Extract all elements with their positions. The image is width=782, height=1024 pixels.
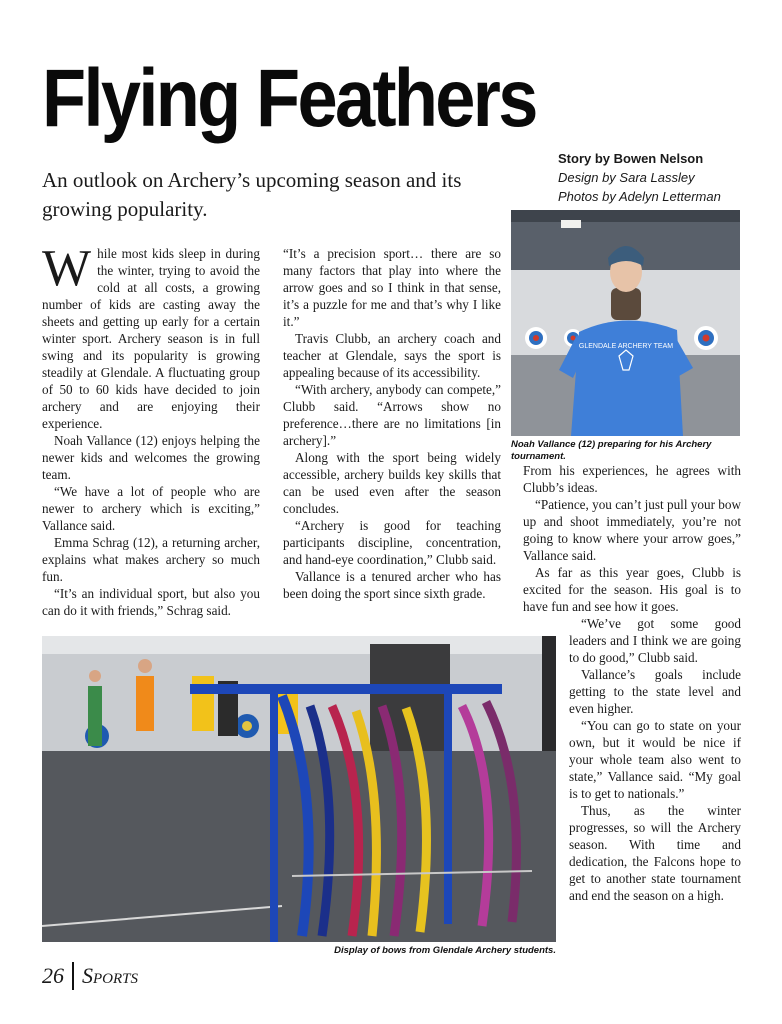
article-paragraph: Noah Vallance (12) enjoys helping the newer kids and welcomes the growing team. — [42, 433, 260, 482]
article-paragraph: “We’ve got some good leaders and I think we are going to do good,” Clubb said. — [569, 616, 741, 665]
article-column-3 — [523, 462, 741, 615]
page-number: 26 — [42, 963, 64, 988]
section-name: Sports — [82, 963, 138, 988]
portrait-caption: Noah Vallance (12) preparing for his Archery tournament. — [511, 439, 712, 462]
photo-credit: Photos by Adelyn Letterman — [558, 189, 721, 204]
headline: Flying Feathers — [42, 53, 536, 144]
article-column-2 — [283, 245, 501, 602]
article-paragraph: From his experiences, he agrees with Clubb’s ideas. — [523, 463, 741, 495]
drop-cap: W — [42, 240, 92, 297]
article-paragraph: Thus, as the winter progresses, so will the Archery season. With time and dedication, the Falcons hope to get to another state tournament and end the season on a high. — [569, 803, 741, 903]
article-paragraph: Vallance’s goals include getting to the state level and even higher. — [569, 667, 741, 716]
article-paragraph: Emma Schrag (12), a returning archer, explains what makes archery so much fun. — [42, 535, 260, 584]
article-column-1 — [42, 240, 260, 619]
article-paragraph: As far as this year goes, Clubb is excited for the season. His goal is to have fun and see how it goes. — [523, 565, 741, 614]
article-paragraph: Vallance is a tenured archer who has been doing the sport since sixth grade. — [283, 569, 501, 601]
article-paragraph: Travis Clubb, an archery coach and teacher at Glendale, says the sport is appealing because of its accessibility. — [283, 331, 501, 380]
article-paragraph: “You can go to state on your own, but it would be nice if your whole team also went to state,” Vallance said. “My goal is to get to nationals.” — [569, 718, 741, 801]
article-paragraph: “We have a lot of people who are newer to archery which is exciting,” Vallance said. — [42, 484, 260, 533]
article-paragraph: “With archery, anybody can compete,” Clubb said. “Arrows show no preference…there are no limitations [in archery].” — [283, 382, 501, 448]
article-paragraph: “Archery is good for teaching participants discipline, concentration, and hand-eye coordination,” Clubb said. — [283, 518, 501, 567]
footer-divider — [72, 962, 74, 990]
article-paragraph: “Patience, you can’t just pull your bow up and shoot immediately, you’re not going to know where your arrow goes,” Vallance said. — [523, 497, 741, 563]
bow-rack-caption: Display of bows from Glendale Archery students. — [334, 945, 556, 956]
subhead: An outlook on Archery’s upcoming season and its growing popularity. — [42, 168, 462, 221]
shirt-text: GLENDALE ARCHERY TEAM — [578, 343, 674, 350]
article-paragraph: “It’s a precision sport… there are so many factors that play into where the arrow goes and so I think in that sense, it’s a puzzle for me and that’s why I like it.” — [283, 246, 501, 329]
article-paragraph: While most kids sleep in during the winter, trying to avoid the cold at all costs, a growing number of kids are casting away the sheets and getting up early for a certain winter sport. Archery season is in full swing and its popularity is growing steadily at Glendale. A fluctuating group of 50 to 60 kids have decided to join archery and are enjoying their experience. — [42, 240, 260, 431]
bow-rack-photo — [42, 636, 556, 942]
page-footer — [42, 962, 138, 990]
article-paragraph: Along with the sport being widely accessible, archery builds key skills that can be used even after the season concludes. — [283, 450, 501, 516]
design-credit: Design by Sara Lassley — [558, 170, 695, 185]
article-column-4 — [569, 615, 741, 904]
article-paragraph: “It’s an individual sport, but also you can do it with friends,” Schrag said. — [42, 586, 260, 618]
story-credit: Story by Bowen Nelson — [558, 151, 704, 166]
portrait-photo — [511, 210, 740, 436]
credits — [558, 149, 758, 206]
